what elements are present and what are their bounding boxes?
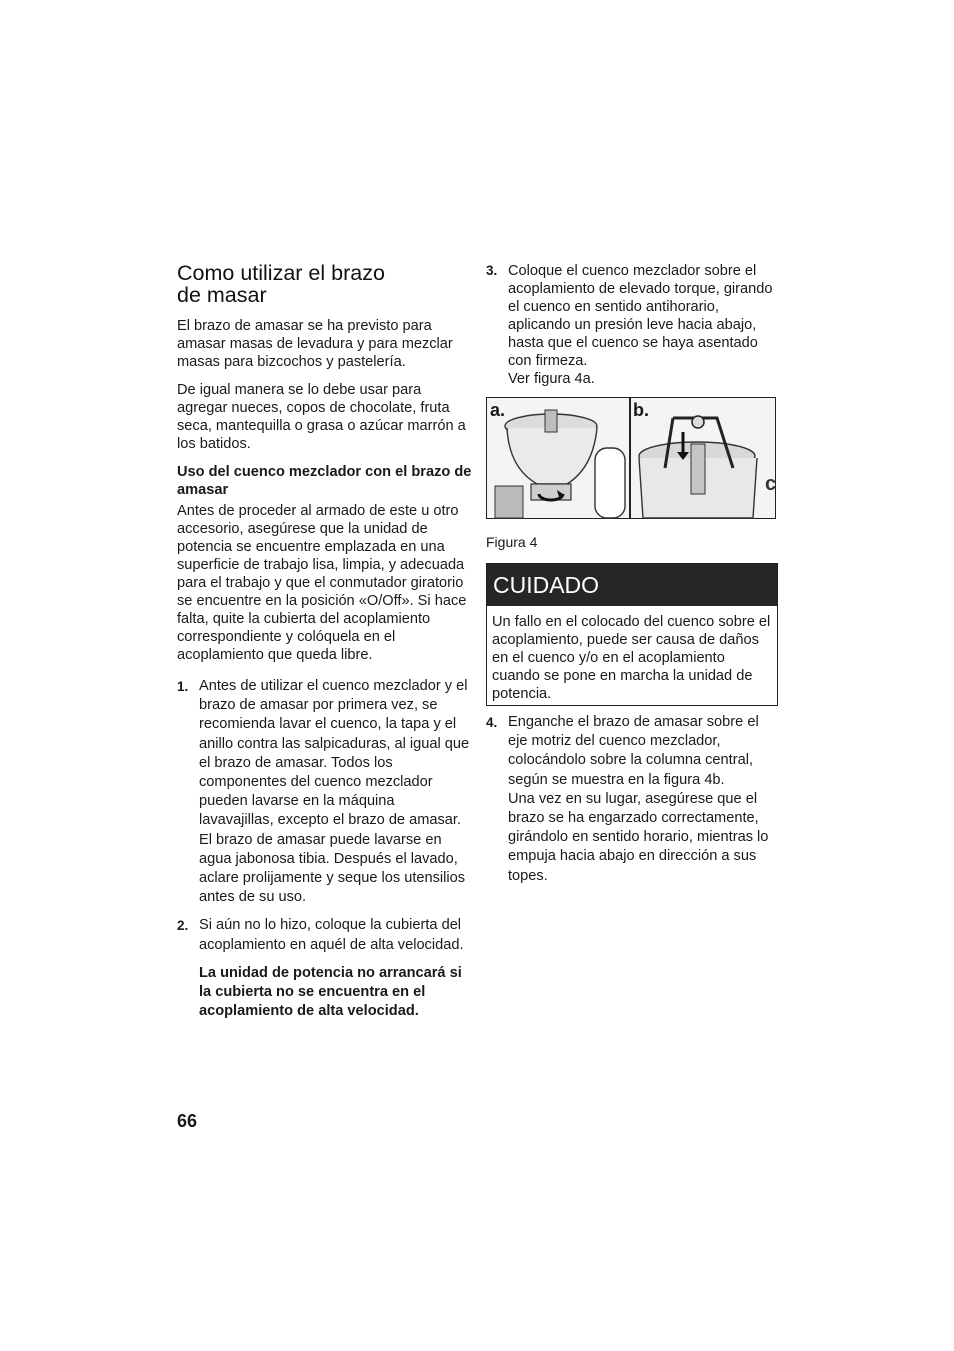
step-text: Si aún no lo hizo, coloque la cubierta del acoplamiento en aquél de alta velocidad. xyxy=(199,917,464,953)
center-column-b xyxy=(691,444,705,494)
list-item xyxy=(177,677,472,907)
figure-4-illustration xyxy=(486,397,776,519)
side-column-a xyxy=(595,448,625,518)
right-column xyxy=(486,262,778,886)
step-text: Antes de utilizar el cuenco mezclador y el brazo de amasar por primera vez, se recomienda lavar el cuenco, la tapa y el anillo contra las salpicaduras, al igual que el brazo de amasar. Todos los componentes del cuenco mezclador pueden lavarse en la máquina lavavajillas, excepto el brazo de amasar. El brazo de amasar puede lavarse en agua jabonosa tibia. Después el lavado, aclare prolijamente y seque los utensilios antes de su uso. xyxy=(199,678,470,906)
step-number: 2. xyxy=(177,918,189,934)
subsection-paragraph: Antes de proceder al armado de este u otro accesorio, asegúrese que la unidad de potencia se encuentre emplazada en una superficie de trabajo lisa, limpia, y adecuada para el trabajo y que el conmutador giratorio se encuentre en la posición «O/Off». Si hace falta, quite la cubierta del acoplamiento correspondiente y colóquela en el acoplamiento que queda libre. xyxy=(177,503,467,663)
section-title-line1: Como utilizar el brazo xyxy=(177,261,385,285)
step-number: 4. xyxy=(486,715,498,730)
subsection-title: Uso del cuenco mezclador con el brazo de amasar xyxy=(177,464,472,498)
list-item xyxy=(177,916,472,1021)
step-text: Enganche el brazo de amasar sobre el eje motriz del cuenco mezclador, colocándolo sobre la columna central, según se muestra en la figura 4b. xyxy=(508,714,759,788)
section-title xyxy=(177,262,472,306)
step-text-continued: Una vez en su lugar, asegúrese que el brazo se ha engarzado correctamente, girándolo en sentido horario, mientras lo empuja hacia abajo en dirección a sus topes. xyxy=(508,790,769,884)
warning-title: CUIDADO xyxy=(487,564,777,606)
base-a xyxy=(495,486,523,518)
step-number: 1. xyxy=(177,679,189,694)
left-column xyxy=(177,262,472,1021)
figure-label-b: b. xyxy=(633,400,649,420)
list-item xyxy=(486,262,778,388)
section-title-line2: de masar xyxy=(177,283,267,307)
coupling-a xyxy=(531,484,571,500)
figure-4-drawing xyxy=(487,398,775,518)
list-item xyxy=(486,713,778,886)
step-text: Coloque el cuenco mezclador sobre el acoplamiento de elevado torque, girando el cuenco en sentido antihorario, aplicando un presión leve hacia abajo, hasta que el cuenco se haya asentado con firmeza. xyxy=(508,263,773,369)
warning-text: Un fallo en el colocado del cuenco sobre el acoplamiento, puede ser causa de daños en el cuenco y/o en el acoplamiento cuando se pone en marcha la unidad de potencia. xyxy=(492,614,771,702)
step-reference: Ver figura 4a. xyxy=(508,371,595,387)
center-column-a xyxy=(545,410,557,432)
arm-hub-b xyxy=(692,416,704,428)
figure-label-a: a. xyxy=(490,400,506,420)
warning-box xyxy=(486,563,778,706)
step-number: 3. xyxy=(486,263,498,278)
figure-caption: Figura 4 xyxy=(486,534,538,550)
steps-list-left xyxy=(177,677,472,1021)
page-number: 66 xyxy=(177,1111,198,1131)
step-note: La unidad de potencia no arrancará si la cubierta no se encuentra en el acoplamiento de alta velocidad. xyxy=(199,964,462,1020)
intro-paragraph-2: De igual manera se lo debe usar para agregar nueces, copos de chocolate, fruta seca, mantequilla o grasa o azúcar marrón a los batidos. xyxy=(177,382,466,452)
intro-paragraph-1: El brazo de amasar se ha previsto para amasar masas de levadura y para mezclar masas para bizcochos y pastelería. xyxy=(177,318,453,370)
cut-off-label: c xyxy=(765,473,777,495)
